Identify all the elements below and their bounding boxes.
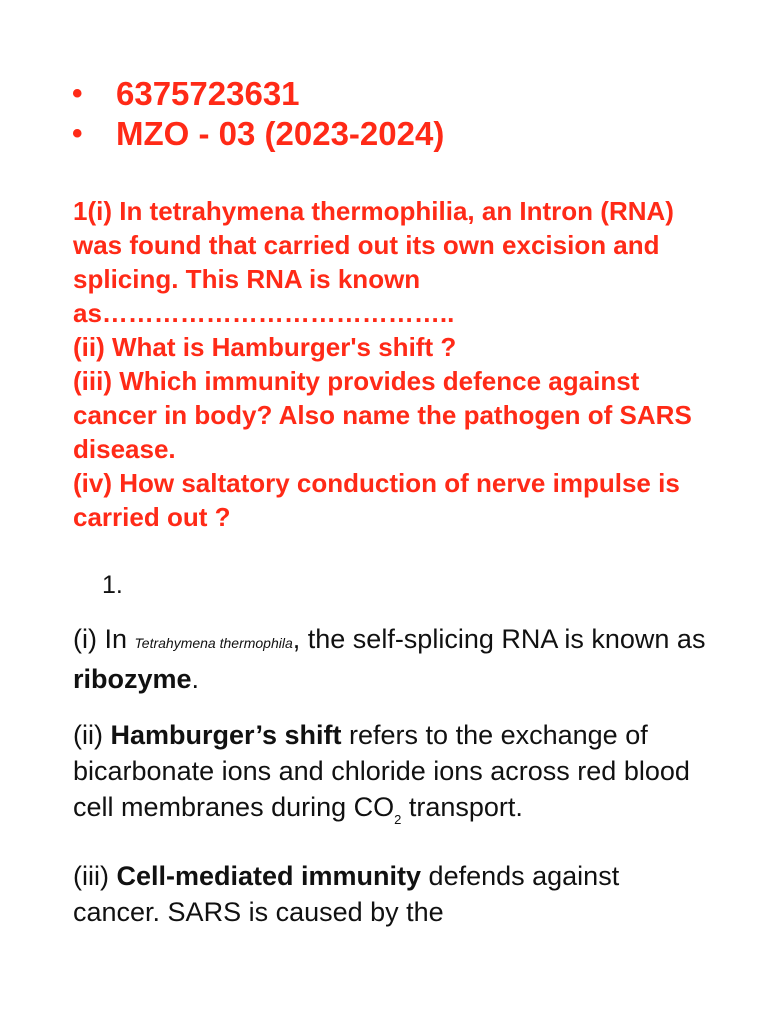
answer-ii-suffix: transport. bbox=[401, 792, 523, 822]
question-1-iii: (iii) Which immunity provides defence against cancer in body? Also name the pathogen of SARS disease. bbox=[73, 366, 692, 464]
bullet-item-course bbox=[72, 114, 444, 154]
bullet-item-phone bbox=[72, 74, 444, 114]
question-1-iv: (iv) How saltatory conduction of nerve impulse is carried out ? bbox=[73, 468, 680, 532]
answer-i-term: ribozyme bbox=[73, 664, 192, 694]
phone-number: 6375723631 bbox=[116, 75, 300, 112]
answer-i-middle: , the self-splicing RNA is known as bbox=[292, 624, 706, 654]
answer-ii-term: Hamburger’s shift bbox=[110, 720, 342, 750]
answer-i-suffix: . bbox=[191, 664, 200, 694]
course-code: MZO - 03 (2023-2024) bbox=[116, 115, 445, 152]
co2-subscript: 2 bbox=[394, 812, 402, 827]
answer-iii-term: Cell-mediated immunity bbox=[116, 861, 422, 891]
question-block bbox=[73, 194, 713, 534]
answer-number: 1. bbox=[102, 571, 123, 599]
question-1-i: 1(i) In tetrahymena thermophilia, an Intron (RNA) was found that carried out its own excision and splicing. This RNA is known as………………………………….. bbox=[73, 196, 674, 328]
header-bullet-list bbox=[72, 74, 444, 154]
answer-block bbox=[73, 621, 713, 950]
answer-iii bbox=[73, 858, 713, 930]
bullet-dot: • bbox=[72, 77, 83, 110]
answer-iii-prefix: (iii) bbox=[73, 861, 117, 891]
answer-i bbox=[73, 621, 713, 697]
species-name: Tetrahymena thermophila bbox=[134, 635, 293, 651]
answer-iii-suffix: defends against cancer. SARS is caused by the bbox=[73, 861, 620, 927]
bullet-dot: • bbox=[72, 117, 83, 150]
answer-i-prefix: (i) In bbox=[73, 624, 135, 654]
question-1-ii: (ii) What is Hamburger's shift ? bbox=[73, 332, 457, 362]
answer-ii-prefix: (ii) bbox=[73, 720, 111, 750]
answer-ii bbox=[73, 717, 713, 838]
answer-ii-middle: refers to the exchange of bicarbonate ions and chloride ions across red blood cell membranes during CO bbox=[73, 720, 690, 822]
